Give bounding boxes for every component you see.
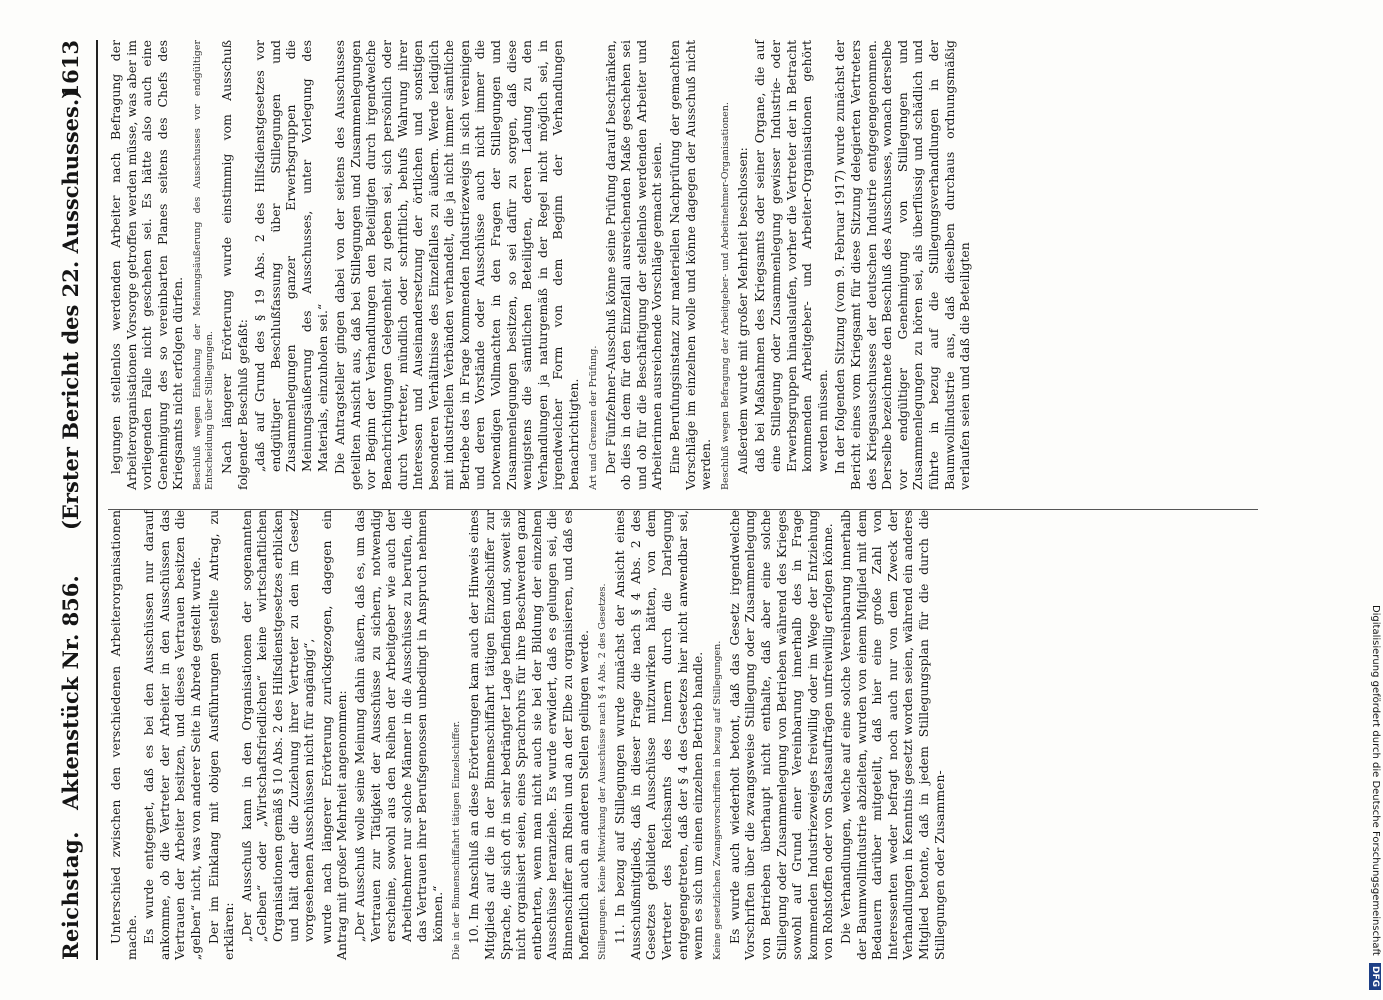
- paragraph: Es wurde entgegnet, daß es bei den Ausschüssen nur darauf ankomme, ob die Vertreter der Arbeiter in den Ausschüssen das Vertrauen der Arbeiter besitzen, und dieses Vertrauen besitzen die „gelben“ nicht, was von anderer Seite in Abrede gestellt wurde.: [141, 510, 203, 960]
- paragraph: In der folgenden Sitzung (vom 9. Februar 1917) wurde zunächst der Bericht eines vom Kriegsamt für diese Sitzung delegierten Vertreters des Kriegsausschusses der deutschen Industrie entgegengenommen. Derselbe bezeichnete den Beschluß des Ausschusses, wonach derselbe vor endgültiger Genehmigung von Stillegungen und Zusammenlegungen zu hören sei, als überflüssig und schädlich und führte in bezug auf die Stillegungsverhandlungen in der Baumwollindustrie aus, daß dieselben durchaus ordnungsmäßig verlaufen seien und daß die Beteiligten: [832, 40, 973, 490]
- dfg-logo: DFG: [1369, 963, 1381, 990]
- paragraph: Es wurde auch wiederholt betont, daß das Gesetz irgendwelche Vorschriften über die zwangsweise Stillegung oder Zusammenlegung von Betrieben überhaupt nicht enthalte, daß aber eine solche Stillegung oder Zusammenlegung von Betrieben während des Krieges sowohl auf Grund einer Vereinbarung innerhalb des in Frage kommenden Industriezweiges freiwillig oder im Wege der Entziehung von Rohstoffen oder von Staatsaufträgen unfreiwillig erfolgen könne.: [726, 510, 836, 960]
- margin-note: Beschluß wegen Befragung der Arbeitgeber- und Arbeitnehmer-Organisationen.: [719, 102, 731, 490]
- page-number: 1613: [58, 40, 83, 99]
- paragraph: Der Fünfzehner-Ausschuß könne seine Prüfung darauf beschränken, ob dies in dem für den Einzelfall ausreichenden Maße geschehen sei und ob für die Beschäftigung der stellenlos werdenden Arbeiter und Arbeiterinnen ausreichende Vorschläge gemacht seien.: [602, 40, 665, 490]
- paragraph: Nach längerer Erörterung wurde einstimmig vom Ausschuß folgender Beschluß gefaßt:: [218, 40, 250, 490]
- margin-note: Keine gesetzlichen Zwangsvorschriften in bezug auf Stillegungen.: [711, 640, 723, 960]
- quoted-resolution: daß bei Maßnahmen des Kriegsamts oder seiner Organe, die auf eine Stillegung oder Zusammenlegung gewisser Industrie- oder Erwerbsgruppen hinauslaufen, vorher die Vertreter der in Betracht kommenden Arbeitgeber- und Arbeiter-Organisationen gehört werden müssen.: [752, 40, 830, 472]
- paragraph: 11. In bezug auf Stillegungen wurde zunächst der Ansicht eines Ausschußmitglieds, daß in dieser Frage die nach § 4 Abs. 2 des Gesetzes gebildeten Ausschüsse mitzuwirken hätten, von dem Vertreter des Reichsamts des Innern durch die Darlegung entgegengetreten, daß der § 4 des Gesetzes hier nicht anwendbar sei, wenn es sich um einen einzelnen Betrieb handle.: [612, 510, 706, 960]
- margin-note: Die in der Binnenschiffahrt tätigen Einzelschiffer.: [451, 720, 463, 960]
- header-reichstag: Reichstag.: [58, 831, 83, 960]
- quoted-resolution: „daß auf Grund des § 19 Abs. 2 des Hilfsdienstgesetzes vor endgültiger Beschlußfassung über Stillegungen und Zusammenlegungen ganzer Erwerbsgruppen die Meinungsäußerung des Ausschusses, unter Vorlegung des Materials, einzuholen sei.“: [252, 40, 330, 472]
- header-document-number: Aktenstück Nr. 856.: [58, 575, 83, 810]
- margin-note: Stillegungen. Keine Mitwirkung der Ausschüsse nach § 4 Abs. 2 des Gesetzes.: [597, 583, 609, 960]
- paragraph: Außerdem wurde mit großer Mehrheit beschlossen:: [734, 147, 750, 474]
- right-text-column: [108, 40, 975, 490]
- paragraph: legungen stellenlos werdenden Arbeiter nach Befragung der Arbeiterorganisationen Vorsorge getroffen werden müsse, was aber im vorliegenden Falle nicht geschehen sei. Es hätte also auch eine Genehmigung des so vereinbarten Planes seitens des Chefs des Kriegsamts nicht erfolgen dürfen.: [108, 40, 186, 490]
- page-header: [58, 40, 98, 960]
- digitization-credit: [1366, 10, 1383, 990]
- paragraph: 10. Im Anschluß an diese Erörterungen kam auch der Hinweis eines Mitglieds auf die in der Binnenschiffahrt tätigen Einzelschiffer zur Sprache, die sich oft in sehr bedrängter Lage befinden und, soweit sie nicht organisiert seien, eines Sprachrohrs für ihre Beschwerden ganz entbehrten, wenn man nicht auch sie bei der Bildung der einzelnen Ausschüsse heranziehe. Es wurde erwidert, daß es gelungen sei, die Binnenschiffer am Rhein und an der Elbe zu organisieren, und daß es hoffentlich auch an anderen Stellen gelingen werde.: [466, 510, 591, 960]
- paragraph: Der im Einklang mit obigen Ausführungen gestellte Antrag, zu erklären:: [205, 510, 237, 960]
- paragraph: Die Verhandlungen, welche auf eine solche Vereinbarung innerhalb der Baumwollindustrie abzielten, wurden von einem Mitglied mit dem Bedauern darüber mitgeteilt, daß hier eine große Zahl von Interessenten weder befragt noch auch nur von dem Zweck der Verhandlungen in Kenntnis gesetzt worden seien, während ein anderes Mitglied betonte, daß in jedem Stillegungsplan für die durch die Stillegungen oder Zusammen-: [837, 510, 947, 960]
- paragraph: Unterschied zwischen den verschiedenen Arbeiterorganisationen mache.: [108, 510, 139, 960]
- quoted-resolution: „Der Ausschuß wolle seine Meinung dahin äußern, daß es, um das Vertrauen zur Tätigkeit der Ausschüsse zu sichern, notwendig erscheine, sowohl aus den Reihen der Arbeitgeber wie auch der Arbeitnehmer nur solche Männer in die Ausschüsse zu berufen, die das Vertrauen ihrer Berufsgenossen unbedingt in Anspruch nehmen können.“: [351, 510, 445, 942]
- header-report-title: (Erster Bericht des 22. Ausschusses.): [58, 88, 83, 530]
- left-text-column: [108, 510, 949, 960]
- column-divider: [108, 509, 1258, 510]
- quoted-resolution: „Der Ausschuß kann in den Organisationen der sogenannten „Gelben“ oder „Wirtschaftsfriedlichen“ keine wirtschaftlichen Organisationen gemäß § 10 Abs. 2 des Hilfsdienstgesetzes erblicken und hält daher die Zuziehung ihrer Vertreter zu den im Gesetz vorgesehenen Ausschüssen nicht für angängig“,: [238, 510, 317, 942]
- paragraph: Die Antragsteller gingen dabei von der seitens des Ausschusses geteilten Ansicht aus, daß bei Stillegungen und Zusammenlegungen vor Beginn der Verhandlungen den Beteiligten durch irgendwelche Benachrichtigungen Gelegenheit zu geben sei, sich persönlich oder durch Vertreter, mündlich oder schriftlich, behufs Wahrung ihrer Interessen und Auseinandersetzung der örtlichen und sonstigen besonderen Verhältnisse des Einzelfalles zu äußern. Werde lediglich mit industriellen Verbänden verhandelt, die ja nicht immer sämtliche Betriebe des in Frage kommenden Industriezweigs in sich vereinigen und deren Vorstände oder Ausschüsse auch nicht immer die notwendigen Vollmachten in den Fragen der Stillegungen und Zusammenlegungen besitzen, so sei dafür zu sorgen, daß diese wenigstens die sämtlichen Beteiligten, deren Ladung zu den Verhandlungen ja naturgemäß in der Regel nicht möglich sei, in irgendwelcher Form von dem Beginn der Verhandlungen benachrichtigten.: [332, 40, 582, 490]
- paragraph: Eine Berufungsinstanz zur materiellen Nachprüfung der gemachten Vorschläge im einzelnen wolle und könne dagegen der Ausschuß nicht werden.: [667, 40, 714, 490]
- margin-note: Beschluß wegen Einholung der Meinungsäußerung des Ausschusses vor endgültiger Entscheidung über Stillegungen.: [191, 40, 215, 490]
- credit-text: Digitalisierung gefördert durch die Deutsche Forschungsgemeinschaft: [1370, 604, 1381, 956]
- paragraph: wurde nach längerer Erörterung zurückgezogen, dagegen ein Antrag mit großer Mehrheit angenommen:: [318, 510, 350, 960]
- margin-note: Art und Grenzen der Prüfung.: [587, 345, 599, 490]
- header-rule: [96, 40, 98, 960]
